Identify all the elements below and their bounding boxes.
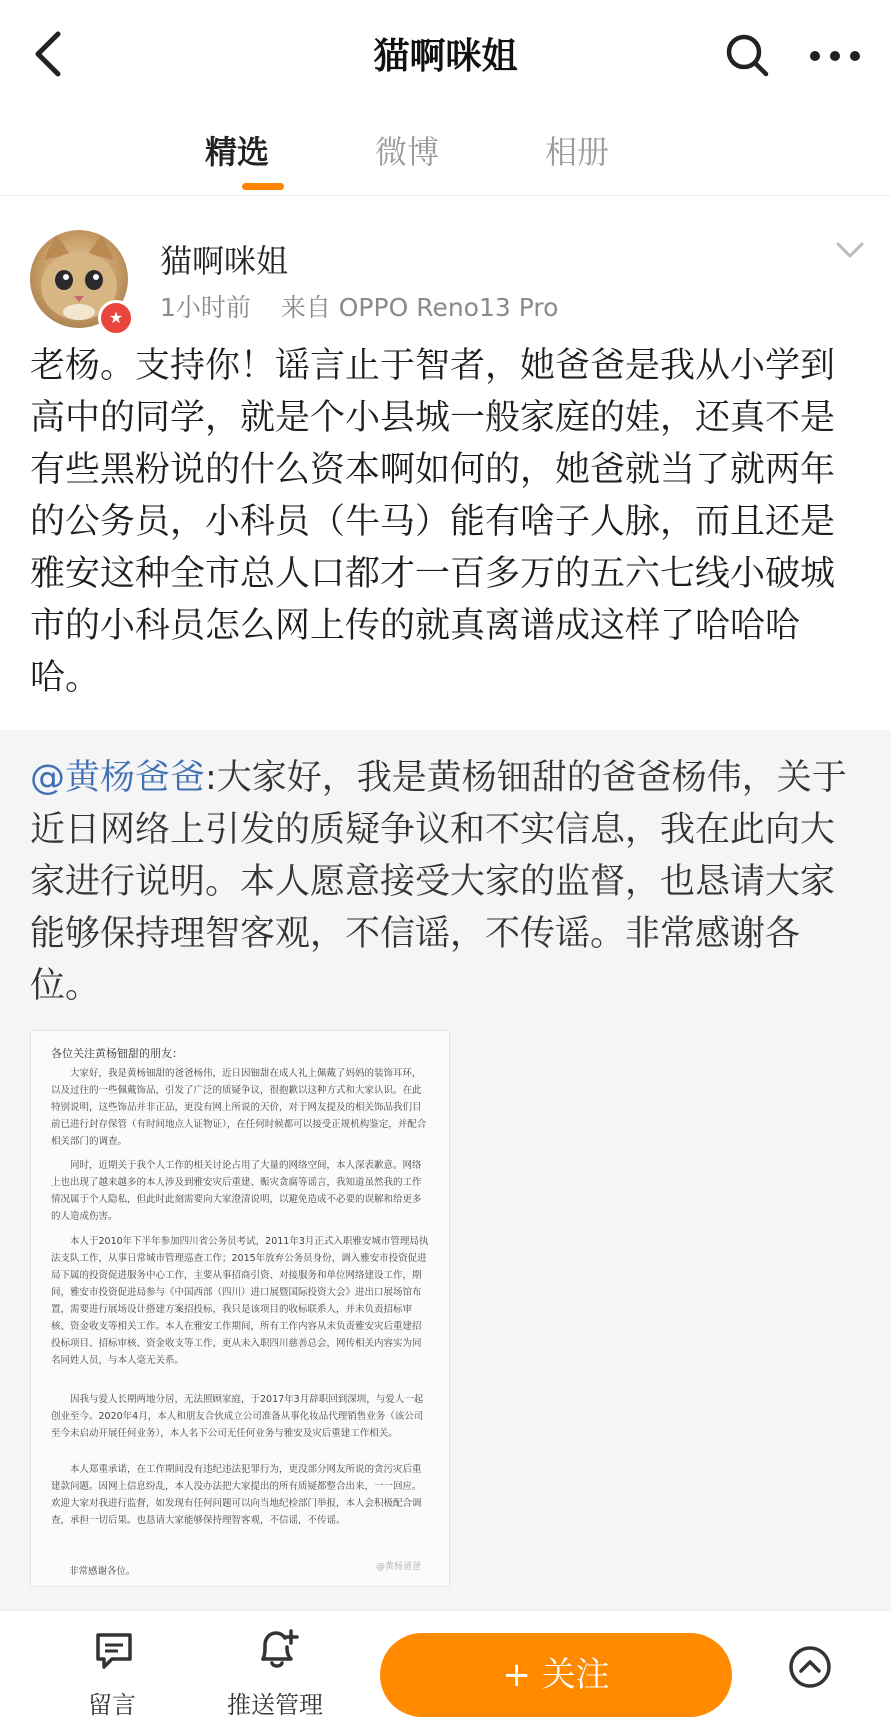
doc-watermark: @黄杨爸爸 <box>376 1562 422 1572</box>
search-icon <box>720 28 776 84</box>
doc-closing: 非常感谢各位。 <box>69 1566 136 1577</box>
repost-text <box>30 752 864 1012</box>
active-tab-indicator <box>242 183 284 190</box>
post-meta <box>160 288 558 324</box>
search-button[interactable] <box>720 28 776 84</box>
comment-icon <box>92 1629 136 1673</box>
bell-plus-icon <box>253 1625 301 1673</box>
doc-paragraph: 因我与爱人长期两地分居，无法照顾家庭，于2017年3月辞职回到深圳，与爱人一起创业至今。2020年4月，本人和朋友合伙成立公司准备从事化妆品代理销售业务（该公司至今未启动开展任何业务），本人名下公司无任何业务与雅安及灾后重建工作相关。 <box>51 1394 424 1439</box>
comment-label: 留言 <box>88 1691 136 1719</box>
profile-tabs <box>0 105 891 196</box>
tab-weibo[interactable]: 微博 <box>375 133 440 171</box>
verified-badge-icon: ★ <box>98 300 134 336</box>
doc-paragraph: 同时，近期关于我个人工作的相关讨论占用了大量的网络空间，本人深表歉意。网络上也出现了越来越多的本人涉及到雅安灾后重建、赈灾贪腐等谣言，我知道虽然我的工作情况属于个人隐私，但此时此刻需要向大家澄清说明，以避免造成不必要的误解和给更多的人造成伤害。 <box>51 1160 422 1222</box>
repost-card[interactable] <box>0 730 891 1610</box>
author-name[interactable]: 猫啊咪姐 <box>160 242 289 280</box>
more-horizontal-icon <box>800 28 870 84</box>
mention-link[interactable]: @黄杨爸爸 <box>30 758 206 798</box>
doc-title: 各位关注黄杨钿甜的朋友： <box>51 1047 183 1060</box>
comment-button[interactable] <box>62 1611 162 1725</box>
repost-body: :大家好，我是黄杨钿甜的爸爸杨伟，关于近日网络上引发的质疑争议和不实信息，我在此向大家进行说明。本人愿意接受大家的监督，也恳请大家能够保持理智客观，不信谣，不传谣。非常感谢各位。 <box>30 758 847 1006</box>
tab-album[interactable]: 相册 <box>545 133 610 171</box>
post-source: 来自 OPPO Reno13 Pro <box>280 293 559 322</box>
tab-featured[interactable]: 精选 <box>205 133 270 171</box>
doc-paragraph: 本人郑重承诺，在工作期间没有违纪违法犯罪行为，更没部分网友所说的贪污灾后重建款问题。因网上信息纷乱，本人没办法把大家提出的所有质疑都整合出来，一一回应。欢迎大家对我进行监督，如发现有任何问题可以向当地纪检部门举报，本人会积极配合调查，承担一切后果。也恳请大家能够保持理智客观，不信谣，不传谣。 <box>51 1464 422 1526</box>
push-settings-label: 推送管理 <box>227 1691 323 1719</box>
post-text: 老杨。支持你！谣言止于智者，她爸爸是我从小学到高中的同学，就是个小县城一般家庭的娃，还真不是有些黑粉说的什么资本啊如何的，她爸就当了就两年的公务员，小科员（牛马）能有啥子人脉，而且还是雅安这种全市总人口都才一百多万的五六七线小破城市的小科员怎么网上传的就真离谱成这样了哈哈哈哈。 <box>30 346 836 698</box>
chevron-up-circle-icon <box>786 1643 834 1691</box>
bottom-action-bar <box>0 1610 891 1725</box>
post-time: 1小时前 <box>160 293 251 322</box>
more-button[interactable] <box>800 28 870 84</box>
doc-paragraph: 本人于2010年下半年参加四川省公务员考试，2011年3月正式入职雅安城市管理局执法支队工作，从事日常城市管理巡查工作；2015年放弃公务员身份，调入雅安市投资促进局下属的投资促进服务中心工作，主要从事招商引资、对接服务和单位网络建设工作，期间，雅安市投资促进局参与《中国西部（四川）进口展暨国际投资大会》进出口展场馆布置，需要进行展场设计搭建方案招投标，我只是该项目的收标联系人，并未负责招标审核、资金收支等相关工作。本人在雅安工作期间，所有工作内容从未负责雅安灾后重建招投标项目、招标审核、资金收支等工作，更从未入职四川慈善总会，网传相关内容实为同名同姓人员，与本人毫无关系。 <box>51 1236 429 1366</box>
post-menu-button[interactable] <box>832 238 868 262</box>
page-title: 猫啊咪姐 <box>373 36 518 77</box>
follow-button[interactable]: + 关注 <box>380 1633 732 1717</box>
top-bar <box>0 0 891 105</box>
repost-image[interactable] <box>30 1030 450 1587</box>
push-settings-button[interactable] <box>200 1611 350 1725</box>
doc-paragraph: 大家好，我是黄杨钿甜的爸爸杨伟，近日因钿甜在成人礼上佩戴了妈妈的装饰耳环，以及过往的一些佩戴饰品，引发了广泛的质疑争议，很抱歉以这种方式和大家认识。在此特别说明，这些饰品并非正品，更没有网上所说的天价，对于网友提及的相关饰品我们目前已进行封存保管（有时间地点人证物证），在任何时候都可以接受正规机构鉴定，并配合相关部门的调查。 <box>51 1068 427 1147</box>
chevron-down-icon <box>832 238 868 262</box>
scroll-top-button[interactable] <box>770 1611 850 1725</box>
post-header <box>0 210 891 330</box>
